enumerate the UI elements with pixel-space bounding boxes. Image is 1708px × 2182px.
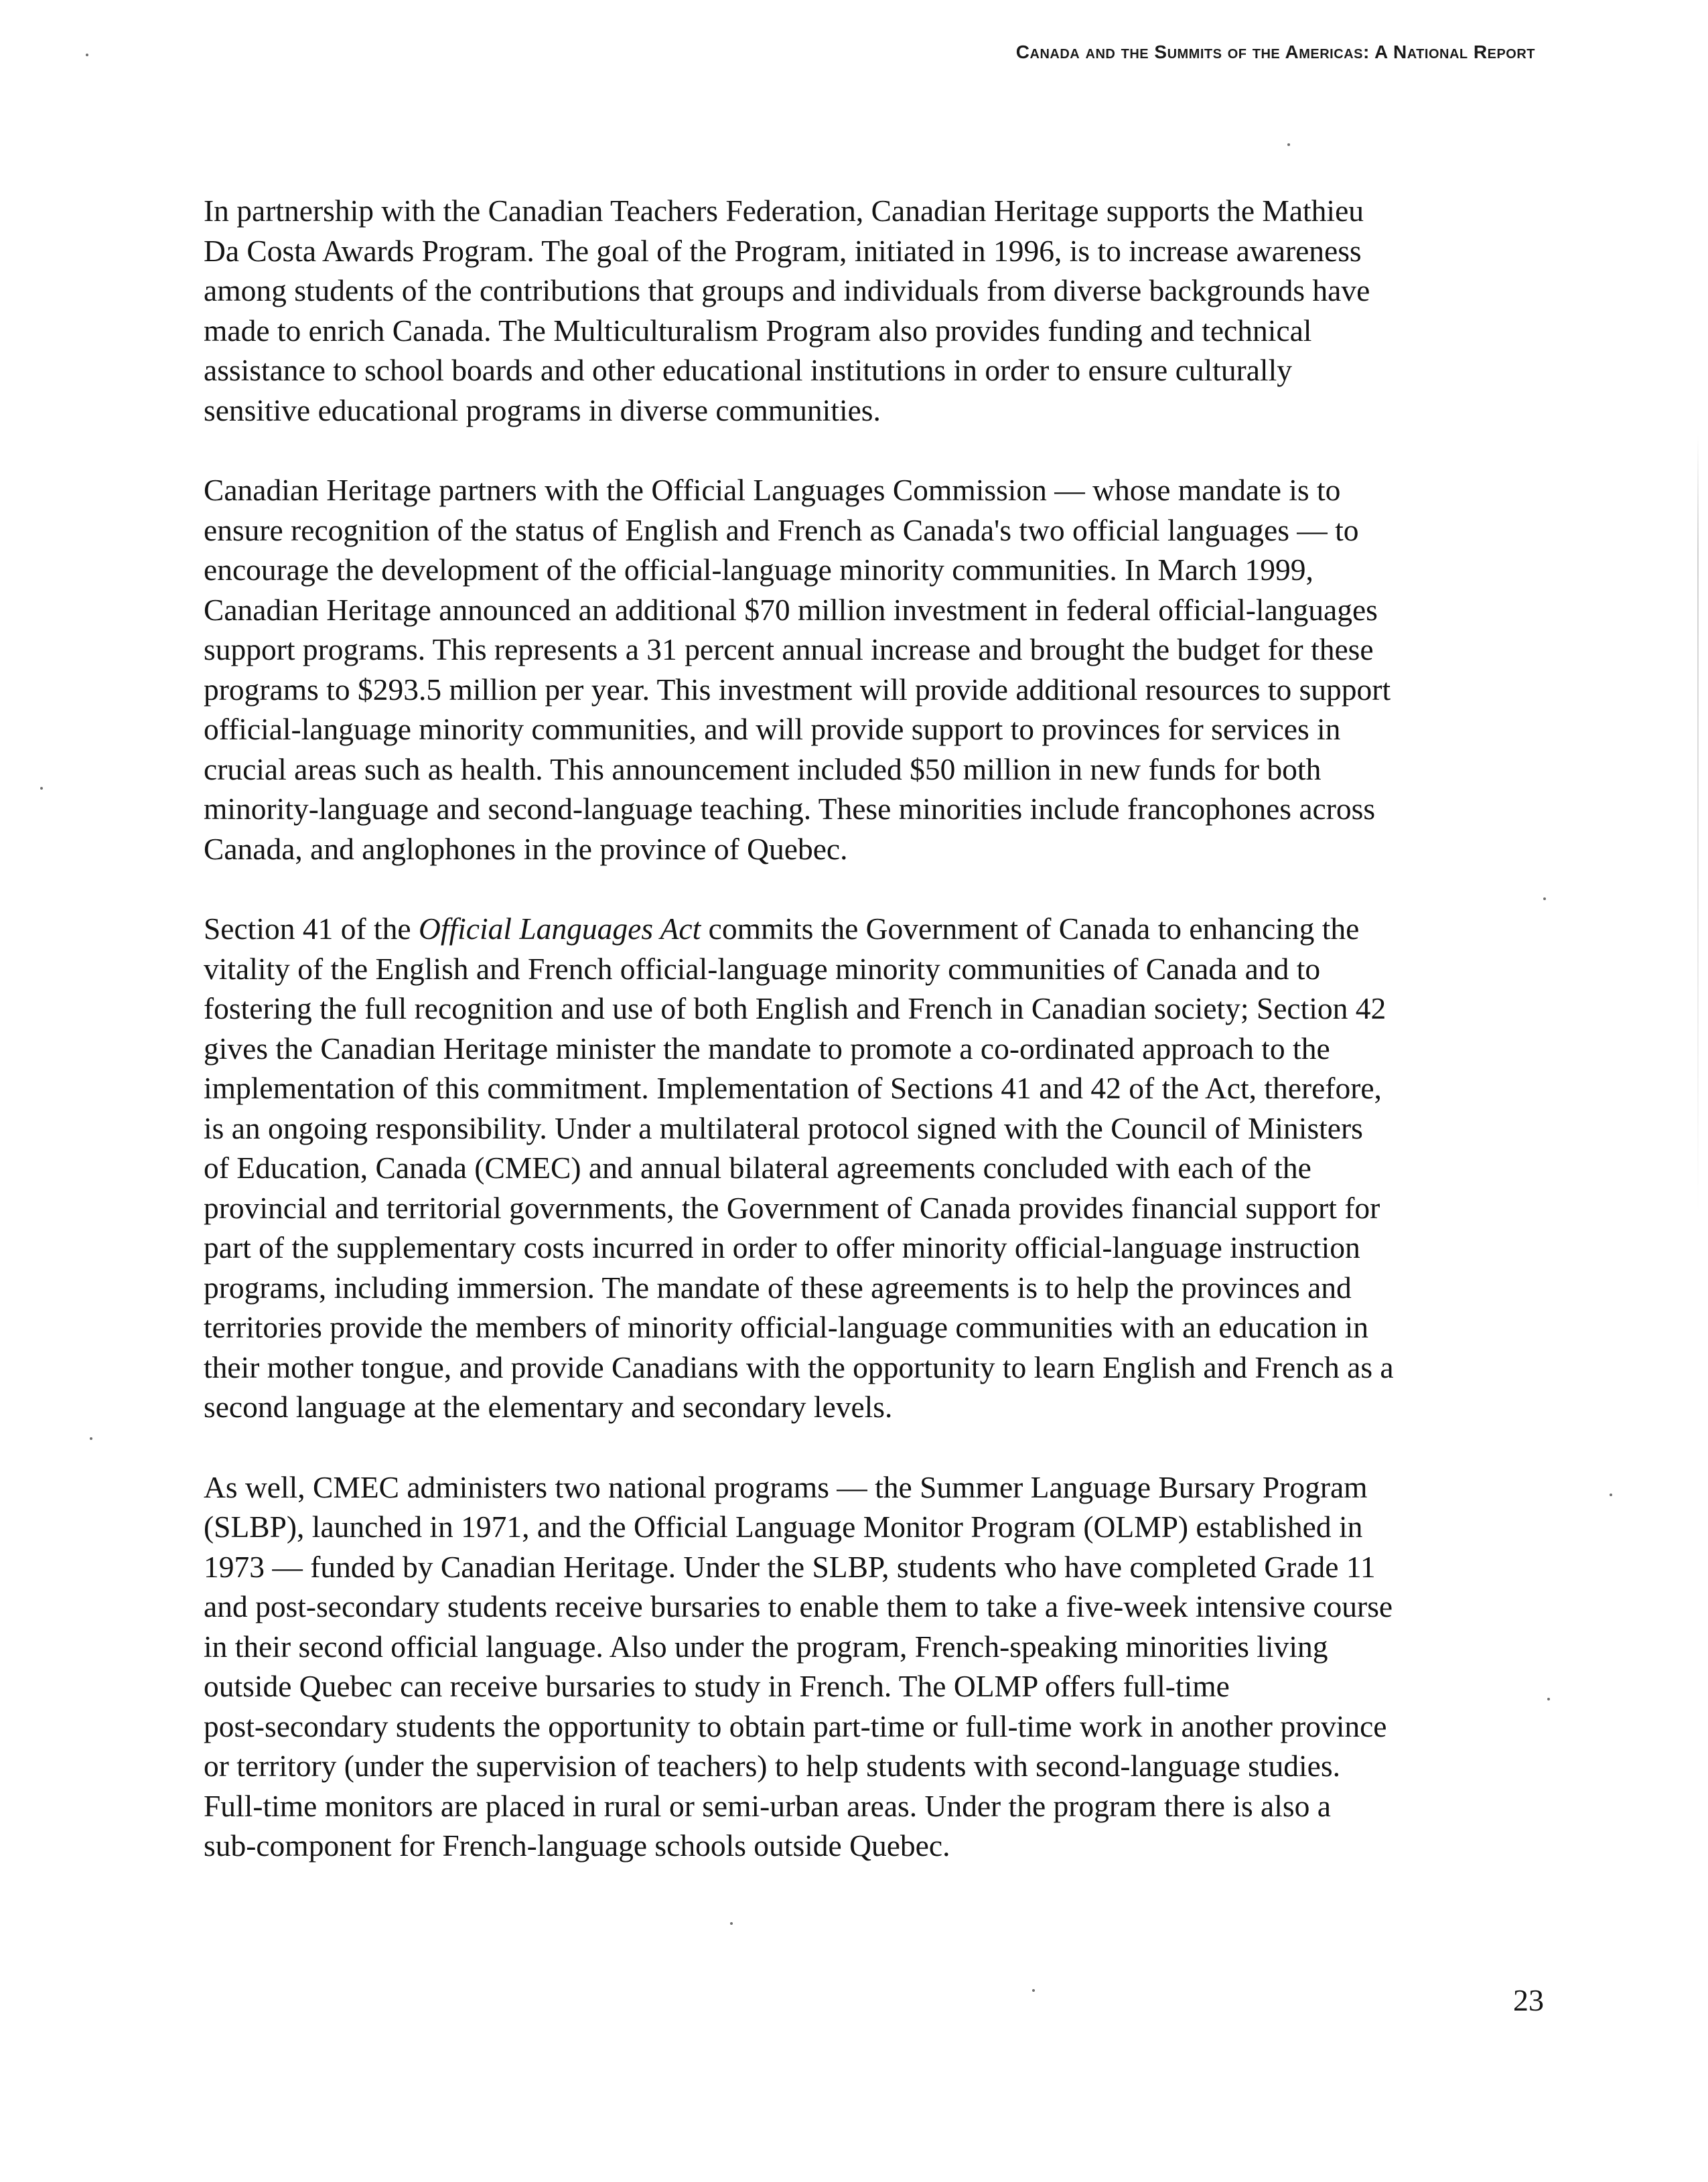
scan-edge-line [1697, 435, 1699, 1212]
text-fragment: commits the Government of Canada to enhancing the [701, 912, 1360, 946]
text-fragment: Section 41 of the [204, 912, 419, 946]
text-line: implementation of this commitment. Implementation of Sections 41 and 42 of the Act, therefore, [204, 1071, 1382, 1105]
text-line: Canadian Heritage announced an additional $70 million investment in federal official-languages [204, 592, 1378, 627]
text-line: is an ongoing responsibility. Under a multilateral protocol signed with the Council of Ministers [204, 1110, 1363, 1145]
text-line: outside Quebec can receive bursaries to study in French. The OLMP offers full-time [204, 1669, 1230, 1703]
text-line: sensitive educational programs in diverse communities. [204, 392, 881, 427]
body-text [204, 191, 1537, 1906]
text-line: minority-language and second-language teaching. These minorities include francophones across [204, 792, 1376, 826]
text-line: among students of the contributions that groups and individuals from diverse backgrounds have [204, 273, 1370, 307]
text-line: fostering the full recognition and use of both English and French in Canadian society; Section 42 [204, 991, 1386, 1025]
text-line: sub-component for French-language schools outside Quebec. [204, 1828, 950, 1863]
scan-speck [1610, 1494, 1612, 1496]
paragraph-cmec-programs [204, 1467, 1537, 1866]
scan-speck [1543, 897, 1546, 900]
scan-speck [1032, 1989, 1035, 1992]
text-line: and post-secondary students receive bursaries to enable them to take a five-week intensive course [204, 1589, 1393, 1623]
text-line: second language at the elementary and secondary levels. [204, 1390, 893, 1424]
paragraph-teachers-federation [204, 191, 1537, 430]
scan-speck [40, 787, 43, 790]
paragraph-section-41 [204, 909, 1537, 1427]
scan-speck [1547, 1698, 1550, 1700]
text-line: programs to $293.5 million per year. This investment will provide additional resources to support [204, 672, 1391, 707]
text-line: 1973 — funded by Canadian Heritage. Under the SLBP, students who have completed Grade 11 [204, 1549, 1376, 1584]
text-line: (SLBP), launched in 1971, and the Official Language Monitor Program (OLMP) established in [204, 1510, 1363, 1544]
text-line: made to enrich Canada. The Multiculturalism Program also provides funding and technical [204, 313, 1312, 348]
scan-speck [730, 1922, 733, 1925]
page-number: 23 [1513, 1983, 1544, 2017]
text-line: Da Costa Awards Program. The goal of the Program, initiated in 1996, is to increase awareness [204, 233, 1362, 268]
text-line: As well, CMEC administers two national programs — the Summer Language Bursary Program [204, 1469, 1368, 1504]
text-line: support programs. This represents a 31 percent annual increase and brought the budget for these [204, 632, 1374, 666]
act-title: Official Languages Act [418, 912, 701, 946]
scan-speck [1287, 143, 1290, 146]
text-line: Canadian Heritage partners with the Official Languages Commission — whose mandate is to [204, 473, 1341, 507]
text-line: part of the supplementary costs incurred in order to offer minority official-language instruction [204, 1230, 1360, 1264]
text-line: official-language minority communities, and will provide support to provinces for services in [204, 712, 1341, 746]
text-line: In partnership with the Canadian Teachers Federation, Canadian Heritage supports the Mathieu [204, 194, 1364, 228]
text-line: post-secondary students the opportunity to obtain part-time or full-time work in another province [204, 1708, 1387, 1743]
text-line: Canada, and anglophones in the province of Quebec. [204, 831, 848, 866]
text-line: gives the Canadian Heritage minister the mandate to promote a co-ordinated approach to the [204, 1031, 1330, 1066]
text-line: vitality of the English and French official-language minority communities of Canada and to [204, 951, 1321, 986]
text-line: programs, including immersion. The mandate of these agreements is to help the provinces and [204, 1270, 1352, 1305]
text-line [204, 909, 1537, 949]
running-header: Canada and the Summits of the Americas: A National Report [1015, 42, 1535, 62]
text-line: their mother tongue, and provide Canadians with the opportunity to learn English and French as a [204, 1350, 1394, 1384]
text-line: provincial and territorial governments, the Government of Canada provides financial support for [204, 1190, 1380, 1225]
text-line: in their second official language. Also under the program, French-speaking minorities living [204, 1629, 1328, 1664]
text-line: of Education, Canada (CMEC) and annual bilateral agreements concluded with each of the [204, 1151, 1311, 1185]
text-line: assistance to school boards and other educational institutions in order to ensure culturally [204, 353, 1292, 387]
text-line: ensure recognition of the status of English and French as Canada's two official languages — to [204, 512, 1359, 547]
text-line: or territory (under the supervision of teachers) to help students with second-language studies. [204, 1749, 1340, 1783]
scan-speck [90, 1437, 92, 1440]
text-line: territories provide the members of minority official-language communities with an education in [204, 1310, 1369, 1344]
text-line: crucial areas such as health. This announcement included $50 million in new funds for both [204, 751, 1322, 786]
scan-speck [86, 54, 88, 56]
text-line: encourage the development of the official-language minority communities. In March 1999, [204, 553, 1313, 587]
text-line: Full-time monitors are placed in rural or semi-urban areas. Under the program there is also a [204, 1788, 1331, 1823]
paragraph-official-languages-commission [204, 470, 1537, 869]
